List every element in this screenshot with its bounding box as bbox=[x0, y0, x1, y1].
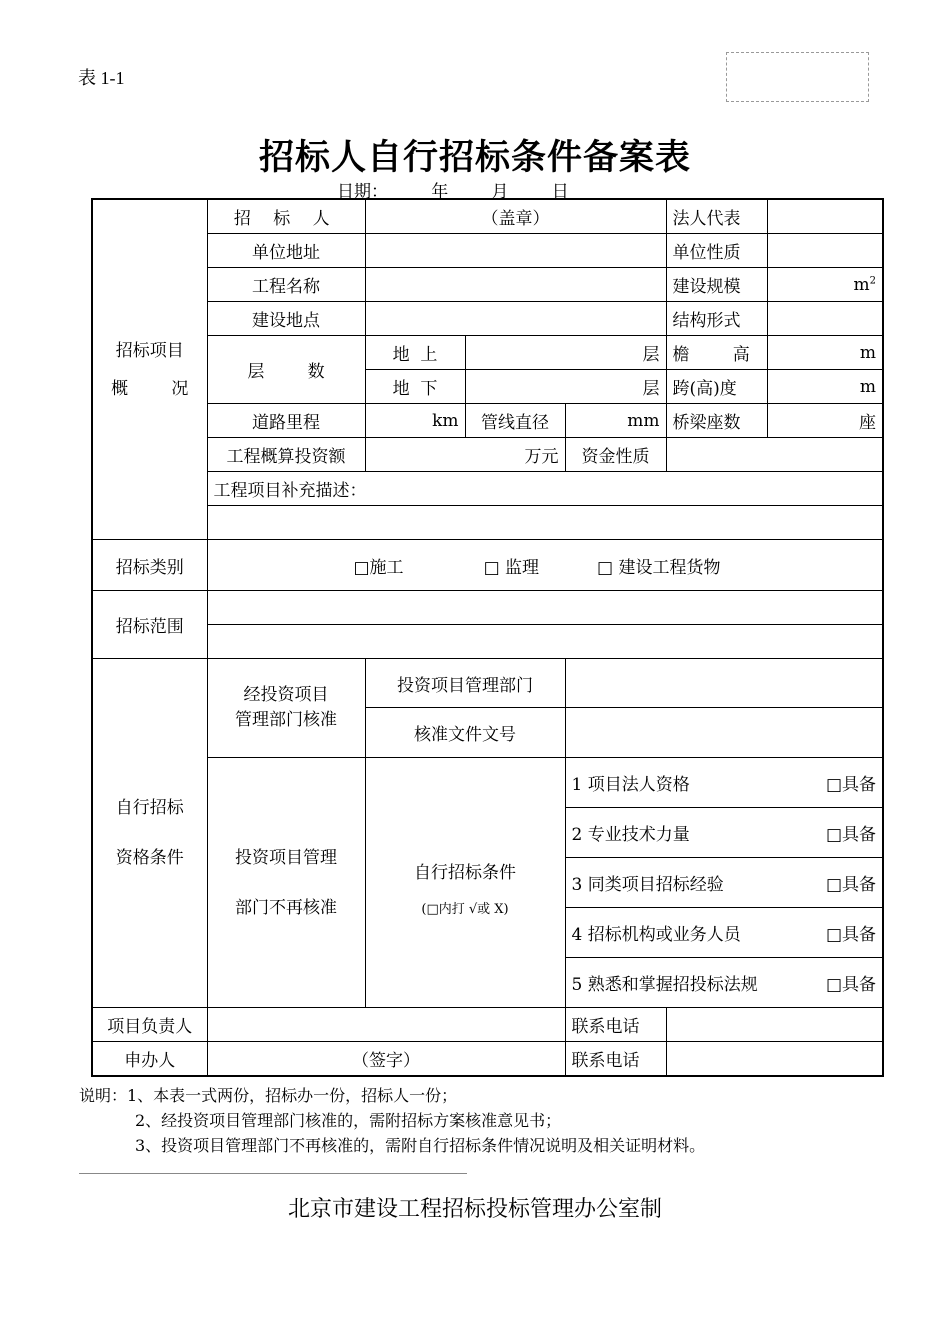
budget-label: 工程概算投资额 bbox=[207, 438, 365, 472]
below-ground-label: 地 下 bbox=[365, 370, 465, 404]
scope-field-1[interactable] bbox=[207, 591, 883, 625]
dept-label: 投资项目管理部门 bbox=[365, 659, 565, 708]
condition-checkbox[interactable]: □具备 bbox=[825, 925, 876, 945]
seal-field[interactable]: （盖章） bbox=[365, 199, 666, 234]
fund-label: 资金性质 bbox=[565, 438, 666, 472]
condition-checkbox[interactable]: □具备 bbox=[825, 775, 876, 795]
scale-field[interactable]: $m^2$ bbox=[767, 268, 883, 302]
condition-checkbox[interactable]: □具备 bbox=[825, 875, 876, 895]
phone-label: 联系电话 bbox=[565, 1008, 666, 1042]
doc-no-label: 核准文件文号 bbox=[365, 708, 565, 758]
floors-label: 层 数 bbox=[207, 336, 365, 404]
category-label: 招标类别 bbox=[92, 540, 207, 591]
span-field[interactable]: m bbox=[767, 370, 883, 404]
project-name-field[interactable] bbox=[365, 268, 666, 302]
above-ground-field[interactable]: 层 bbox=[465, 336, 666, 370]
budget-field[interactable]: 万元 bbox=[365, 438, 565, 472]
supplement-field[interactable] bbox=[207, 506, 883, 540]
address-label: 单位地址 bbox=[207, 234, 365, 268]
option-goods[interactable]: □ 建设工程货物 bbox=[597, 557, 721, 578]
note-line: 说明：1、本表一式两份，招标办一份，招标人一份； bbox=[79, 1086, 458, 1105]
condition-row: 1 项目法人资格 □具备 bbox=[565, 758, 883, 808]
doc-no-field[interactable] bbox=[565, 708, 883, 758]
footer-issuer: 北京市建设工程招标投标管理办公室制 bbox=[287, 1197, 662, 1222]
not-approved-label: 投资项目管理 部门不再核准 bbox=[207, 758, 365, 1008]
condition-row: 4 招标机构或业务人员 □具备 bbox=[565, 908, 883, 958]
dept-field[interactable] bbox=[565, 659, 883, 708]
structure-label: 结构形式 bbox=[666, 302, 767, 336]
stamp-box bbox=[726, 52, 869, 102]
scale-label: 建设规模 bbox=[666, 268, 767, 302]
location-field[interactable] bbox=[365, 302, 666, 336]
road-field[interactable]: km bbox=[365, 404, 465, 438]
bridge-field[interactable]: 座 bbox=[767, 404, 883, 438]
phone-label: 联系电话 bbox=[565, 1042, 666, 1077]
project-section-label: 招标项目 概 况 bbox=[92, 199, 207, 540]
leader-label: 项目负责人 bbox=[92, 1008, 207, 1042]
eave-height-field[interactable]: m bbox=[767, 336, 883, 370]
signature-field[interactable]: （签字） bbox=[207, 1042, 565, 1077]
scope-field-2[interactable] bbox=[207, 625, 883, 659]
option-construction[interactable]: □施工 bbox=[353, 557, 404, 578]
scope-label: 招标范围 bbox=[92, 591, 207, 659]
supplement-label: 工程项目补充描述： bbox=[207, 472, 883, 506]
applicant-label: 申办人 bbox=[92, 1042, 207, 1077]
unit-nature-label: 单位性质 bbox=[666, 234, 767, 268]
pipe-label: 管线直径 bbox=[465, 404, 565, 438]
condition-row: 3 同类项目招标经验 □具备 bbox=[565, 858, 883, 908]
address-field[interactable] bbox=[365, 234, 666, 268]
category-options bbox=[207, 540, 883, 591]
unit-nature-field[interactable] bbox=[767, 234, 883, 268]
date-line: 日期： 年 月 日 bbox=[337, 182, 569, 202]
road-label: 道路里程 bbox=[207, 404, 365, 438]
tenderer-label: 招 标 人 bbox=[207, 199, 365, 234]
note-line: 2、经投资项目管理部门核准的，需附招标方案核准意见书； bbox=[135, 1111, 562, 1130]
form-number: 表 1-1 bbox=[78, 68, 125, 88]
above-ground-label: 地 上 bbox=[365, 336, 465, 370]
footer-divider bbox=[79, 1173, 467, 1174]
note-line: 3、投资项目管理部门不再核准的，需附自行招标条件情况说明及相关证明材料。 bbox=[135, 1136, 706, 1155]
approved-label: 经投资项目 管理部门核准 bbox=[207, 659, 365, 758]
project-name-label: 工程名称 bbox=[207, 268, 365, 302]
filing-table bbox=[91, 198, 884, 1077]
legal-rep-field[interactable] bbox=[767, 199, 883, 234]
qualification-label: 自行招标 资格条件 bbox=[92, 659, 207, 1008]
pipe-field[interactable]: mm bbox=[565, 404, 666, 438]
phone-field[interactable] bbox=[666, 1042, 883, 1077]
conditions-label: 自行招标条件 (□内打 √或 X) bbox=[365, 758, 565, 1008]
condition-checkbox[interactable]: □具备 bbox=[825, 825, 876, 845]
condition-row: 2 专业技术力量 □具备 bbox=[565, 808, 883, 858]
condition-checkbox[interactable]: □具备 bbox=[825, 975, 876, 995]
condition-row: 5 熟悉和掌握招投标法规 □具备 bbox=[565, 958, 883, 1008]
option-supervision[interactable]: □ 监理 bbox=[483, 557, 540, 578]
eave-height-label: 檐 高 bbox=[666, 336, 767, 370]
phone-field[interactable] bbox=[666, 1008, 883, 1042]
structure-field[interactable] bbox=[767, 302, 883, 336]
leader-field[interactable] bbox=[207, 1008, 565, 1042]
location-label: 建设地点 bbox=[207, 302, 365, 336]
page-title: 招标人自行招标条件备案表 bbox=[258, 138, 691, 178]
below-ground-field[interactable]: 层 bbox=[465, 370, 666, 404]
bridge-label: 桥梁座数 bbox=[666, 404, 767, 438]
span-label: 跨(高)度 bbox=[666, 370, 767, 404]
fund-field[interactable] bbox=[666, 438, 883, 472]
legal-rep-label: 法人代表 bbox=[666, 199, 767, 234]
